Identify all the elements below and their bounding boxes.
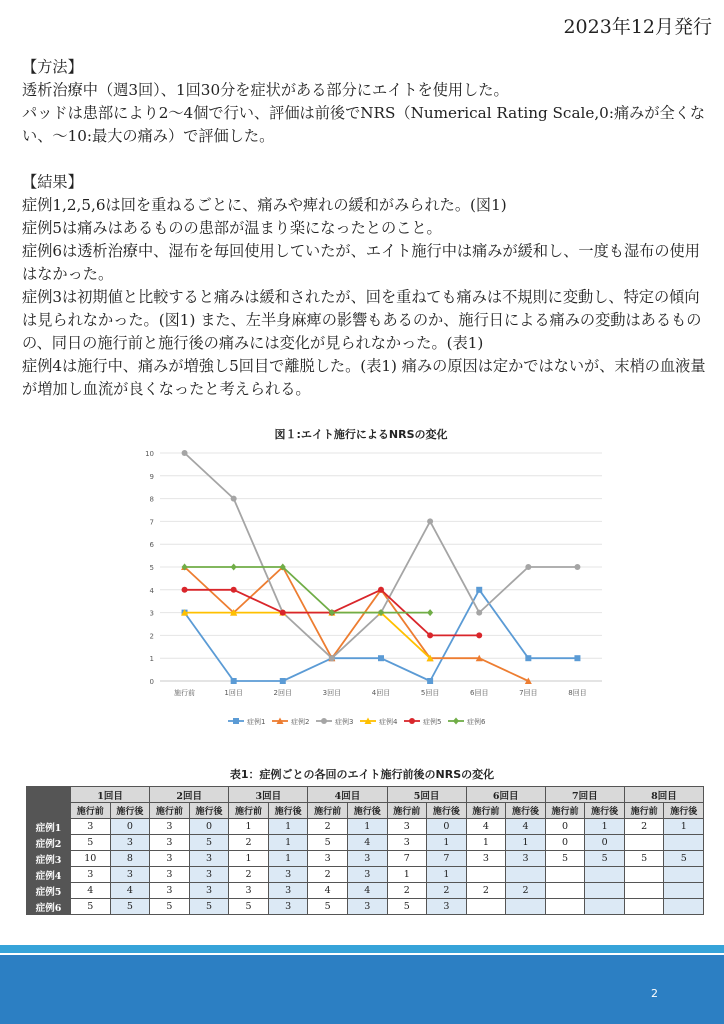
table-cell: 3 — [150, 883, 190, 899]
chart-legend-label: 症例4 — [379, 718, 398, 726]
issue-date: 2023年12月発行 — [563, 16, 712, 38]
table-row-label: 症例5 — [27, 883, 71, 899]
table-cell: 3 — [189, 883, 229, 899]
table-cell: 3 — [110, 835, 150, 851]
table-after-header: 施行後 — [585, 803, 625, 819]
table-cell — [664, 867, 704, 883]
result-heading: 【結果】 — [22, 173, 83, 191]
chart-plot — [112, 420, 610, 738]
result-line-5: 症例4は施行中、痛みが増強し5回目で離脱した。(表1) 痛みの原因は定かではないが、末梢の血液量が増加し血流が良くなったと考えられる。 — [22, 357, 706, 398]
table-cell: 3 — [466, 851, 506, 867]
table-row-label: 症例4 — [27, 867, 71, 883]
table-cell: 5 — [308, 835, 348, 851]
table-cell: 5 — [189, 835, 229, 851]
table-session-header: 3回目 — [229, 787, 308, 803]
result-line-4: 症例3は初期値と比較すると痛みは緩和されたが、回を重ねても痛みは不規則に変動し、特定の傾向は見られなかった。(図1) また、左半身麻痺の影響もあるのか、施行日による痛みの変動はあるものの、同日の施行前と施行後の痛みには変化が見られなかった。(表1) — [22, 288, 702, 352]
table-session-header: 2回目 — [150, 787, 229, 803]
table-cell: 2 — [387, 883, 427, 899]
chart-y-tick-label: 1 — [149, 655, 154, 664]
table-cell: 0 — [585, 835, 625, 851]
chart-y-tick-label: 9 — [149, 472, 154, 481]
chart-point — [231, 496, 237, 502]
table-cell: 0 — [189, 819, 229, 835]
result-line-3: 症例6は透析治療中、湿布を毎回使用していたが、エイト施行中は痛みが緩和し、一度も湿布の使用はなかった。 — [22, 242, 700, 283]
table-cell: 1 — [347, 819, 387, 835]
table-cell: 1 — [268, 819, 308, 835]
chart-y-tick-label: 5 — [149, 564, 154, 572]
chart-point — [231, 678, 237, 684]
table-cell: 3 — [189, 851, 229, 867]
table-cell — [506, 867, 546, 883]
footer-accent-line — [0, 945, 724, 953]
table-cell — [664, 883, 704, 899]
chart-point — [182, 450, 188, 456]
chart-x-tick-label: 7回目 — [519, 689, 538, 697]
chart-point — [427, 632, 433, 638]
table-cell: 1 — [427, 835, 467, 851]
chart-y-tick-label: 0 — [149, 678, 154, 686]
chart-y-tick-label: 10 — [145, 450, 154, 458]
chart-point — [321, 718, 327, 724]
chart-y-tick-label: 6 — [149, 541, 154, 550]
chart-point — [574, 564, 580, 570]
table-cell: 0 — [110, 819, 150, 835]
table-session-header: 7回目 — [545, 787, 624, 803]
table-cell: 3 — [347, 867, 387, 883]
chart-point — [453, 718, 459, 725]
table-body — [27, 819, 704, 915]
chart-y-tick-label: 7 — [149, 518, 154, 527]
table-cell: 1 — [229, 819, 269, 835]
chart-point — [476, 587, 482, 593]
chart-point — [378, 655, 384, 661]
table-cell: 2 — [624, 819, 664, 835]
table-cell: 3 — [229, 883, 269, 899]
chart-point — [280, 610, 286, 616]
table-cell: 1 — [506, 835, 546, 851]
table-cell: 2 — [308, 819, 348, 835]
table-cell: 3 — [268, 899, 308, 915]
table-before-header: 施行前 — [71, 803, 111, 819]
table-cell: 5 — [545, 851, 585, 867]
chart-x-tick-label: 8回目 — [568, 689, 587, 697]
table-before-header: 施行前 — [150, 803, 190, 819]
table-cell: 5 — [308, 899, 348, 915]
table-cell: 7 — [387, 851, 427, 867]
table-cell: 1 — [268, 851, 308, 867]
table-after-header: 施行後 — [189, 803, 229, 819]
table-cell: 10 — [71, 851, 111, 867]
table-row-label: 症例1 — [27, 819, 71, 835]
table-row — [27, 851, 704, 867]
table-cell: 3 — [110, 867, 150, 883]
table-after-header: 施行後 — [506, 803, 546, 819]
chart-legend-label: 症例3 — [335, 718, 354, 726]
method-heading: 【方法】 — [22, 58, 83, 76]
table-row — [27, 899, 704, 915]
table-cell: 1 — [229, 851, 269, 867]
table-after-header: 施行後 — [347, 803, 387, 819]
table-cell: 3 — [150, 851, 190, 867]
method-line-2: パッドは患部により2〜4個で行い、評価は前後でNRS（Numerical Rating Scale,0:痛みが全くない、〜10:最大の痛み）で評価した。 — [22, 104, 706, 145]
table-cell — [545, 883, 585, 899]
table-cell: 1 — [427, 867, 467, 883]
table-cell — [545, 867, 585, 883]
method-line-1: 透析治療中（週3回）、1回30分を症状がある部分にエイトを使用した。 — [22, 81, 509, 99]
table-cell: 3 — [308, 851, 348, 867]
table-row — [27, 835, 704, 851]
table-session-header: 6回目 — [466, 787, 545, 803]
chart-point — [280, 678, 286, 684]
chart-point — [476, 632, 482, 638]
table-row — [27, 819, 704, 835]
table-cell: 5 — [585, 851, 625, 867]
nrs-chart — [112, 420, 610, 738]
table-row-label: 症例3 — [27, 851, 71, 867]
chart-legend-label: 症例1 — [247, 718, 266, 726]
table-row-label: 症例2 — [27, 835, 71, 851]
table-cell — [585, 867, 625, 883]
table-cell: 2 — [229, 835, 269, 851]
chart-point — [329, 655, 335, 661]
table-cell: 5 — [387, 899, 427, 915]
table-cell — [624, 883, 664, 899]
table-cell: 2 — [506, 883, 546, 899]
table-cell: 5 — [229, 899, 269, 915]
chart-title: 図１:エイト施行によるNRSの変化 — [274, 428, 448, 441]
page-footer — [0, 955, 724, 1024]
table-cell: 4 — [506, 819, 546, 835]
chart-x-tick-label: 6回目 — [469, 689, 489, 697]
chart-series-line — [185, 453, 578, 658]
table-cell — [585, 883, 625, 899]
table-cell: 3 — [268, 867, 308, 883]
chart-point — [427, 518, 433, 524]
table-cell: 1 — [387, 867, 427, 883]
table-cell: 5 — [664, 851, 704, 867]
chart-point — [574, 655, 580, 661]
table-cell: 4 — [71, 883, 111, 899]
table-cell — [466, 867, 506, 883]
table-session-header: 1回目 — [71, 787, 150, 803]
table-cell — [506, 899, 546, 915]
table-cell: 4 — [347, 835, 387, 851]
table-before-header: 施行前 — [545, 803, 585, 819]
chart-point — [182, 587, 188, 593]
table-cell: 2 — [308, 867, 348, 883]
table-cell: 1 — [585, 819, 625, 835]
table-cell: 3 — [71, 867, 111, 883]
table-cell: 4 — [110, 883, 150, 899]
table-cell — [624, 899, 664, 915]
table-cell: 3 — [268, 883, 308, 899]
table-row — [27, 883, 704, 899]
table-cell — [466, 899, 506, 915]
table-session-header: 4回目 — [308, 787, 387, 803]
chart-point — [525, 564, 531, 570]
chart-legend-label: 症例2 — [291, 718, 310, 726]
table-after-header: 施行後 — [110, 803, 150, 819]
table-cell: 4 — [347, 883, 387, 899]
table-after-header: 施行後 — [664, 803, 704, 819]
table-cell: 3 — [387, 835, 427, 851]
table-session-header: 8回目 — [624, 787, 703, 803]
table-cell: 3 — [347, 851, 387, 867]
table-cell: 3 — [150, 867, 190, 883]
table-before-header: 施行前 — [387, 803, 427, 819]
chart-y-tick-label: 2 — [149, 632, 154, 641]
table-cell: 5 — [110, 899, 150, 915]
table-cell: 1 — [664, 819, 704, 835]
table-cell: 2 — [466, 883, 506, 899]
table-before-header: 施行前 — [308, 803, 348, 819]
chart-x-tick-label: 2回目 — [273, 689, 293, 697]
table-cell: 3 — [71, 819, 111, 835]
table-cell: 8 — [110, 851, 150, 867]
table-before-header: 施行前 — [229, 803, 269, 819]
table-cell: 0 — [545, 819, 585, 835]
table-cell: 1 — [466, 835, 506, 851]
table-cell: 4 — [308, 883, 348, 899]
chart-point — [476, 610, 482, 616]
chart-y-tick-label: 4 — [149, 586, 154, 595]
chart-point — [525, 655, 531, 661]
chart-x-tick-label: 5回目 — [420, 689, 440, 697]
table-cell: 3 — [427, 899, 467, 915]
table-cell: 0 — [545, 835, 585, 851]
table-row — [27, 867, 704, 883]
table-cell: 4 — [466, 819, 506, 835]
chart-point — [231, 564, 237, 571]
chart-x-tick-label: 3回目 — [322, 689, 342, 697]
table-cell: 5 — [624, 851, 664, 867]
table-cell: 5 — [189, 899, 229, 915]
table-cell: 2 — [229, 867, 269, 883]
table-session-header: 5回目 — [387, 787, 466, 803]
chart-point — [231, 587, 237, 593]
table-cell: 3 — [150, 819, 190, 835]
table-cell: 5 — [71, 835, 111, 851]
table-cell: 5 — [150, 899, 190, 915]
result-line-2: 症例5は痛みはあるものの患部が温まり楽になったとのこと。 — [22, 219, 442, 237]
chart-point — [233, 718, 239, 724]
nrs-table — [26, 786, 704, 915]
table-cell: 3 — [506, 851, 546, 867]
chart-legend-label: 症例6 — [467, 718, 486, 726]
table-cell: 3 — [387, 819, 427, 835]
table-cell: 5 — [71, 899, 111, 915]
table-cell — [664, 835, 704, 851]
chart-x-tick-label: 施行前 — [174, 689, 196, 697]
chart-y-tick-label: 3 — [149, 609, 154, 618]
table-title: 表1：症例ごとの各回のエイト施行前後のNRSの変化 — [229, 768, 495, 781]
chart-point — [427, 609, 433, 616]
table-cell — [585, 899, 625, 915]
table-after-header: 施行後 — [427, 803, 467, 819]
table-cell: 7 — [427, 851, 467, 867]
table-cell: 3 — [347, 899, 387, 915]
chart-x-tick-label: 4回目 — [371, 689, 391, 697]
table-before-header: 施行前 — [624, 803, 664, 819]
table-cell — [664, 899, 704, 915]
page-number: 2 — [651, 987, 658, 1000]
table-cell: 3 — [150, 835, 190, 851]
table-cell: 2 — [427, 883, 467, 899]
table-session-header-row — [27, 787, 704, 803]
chart-point — [427, 678, 433, 684]
chart-series-line — [185, 567, 529, 681]
chart-legend-label: 症例5 — [423, 718, 442, 726]
chart-point — [409, 718, 415, 724]
chart-point — [378, 587, 384, 593]
body-text — [22, 56, 706, 401]
chart-y-tick-label: 8 — [149, 495, 154, 504]
table-cell: 3 — [189, 867, 229, 883]
table-cell: 0 — [427, 819, 467, 835]
table-cell — [545, 899, 585, 915]
table-before-header: 施行前 — [466, 803, 506, 819]
chart-x-tick-label: 1回目 — [224, 689, 243, 697]
table-row-label: 症例6 — [27, 899, 71, 915]
table-subheader-row — [27, 803, 704, 819]
table-after-header: 施行後 — [268, 803, 308, 819]
table-cell — [624, 835, 664, 851]
table-corner — [27, 787, 71, 819]
table-cell — [624, 867, 664, 883]
table-cell: 1 — [268, 835, 308, 851]
result-line-1: 症例1,2,5,6は回を重ねるごとに、痛みや痺れの緩和がみられた。(図1) — [22, 196, 507, 214]
